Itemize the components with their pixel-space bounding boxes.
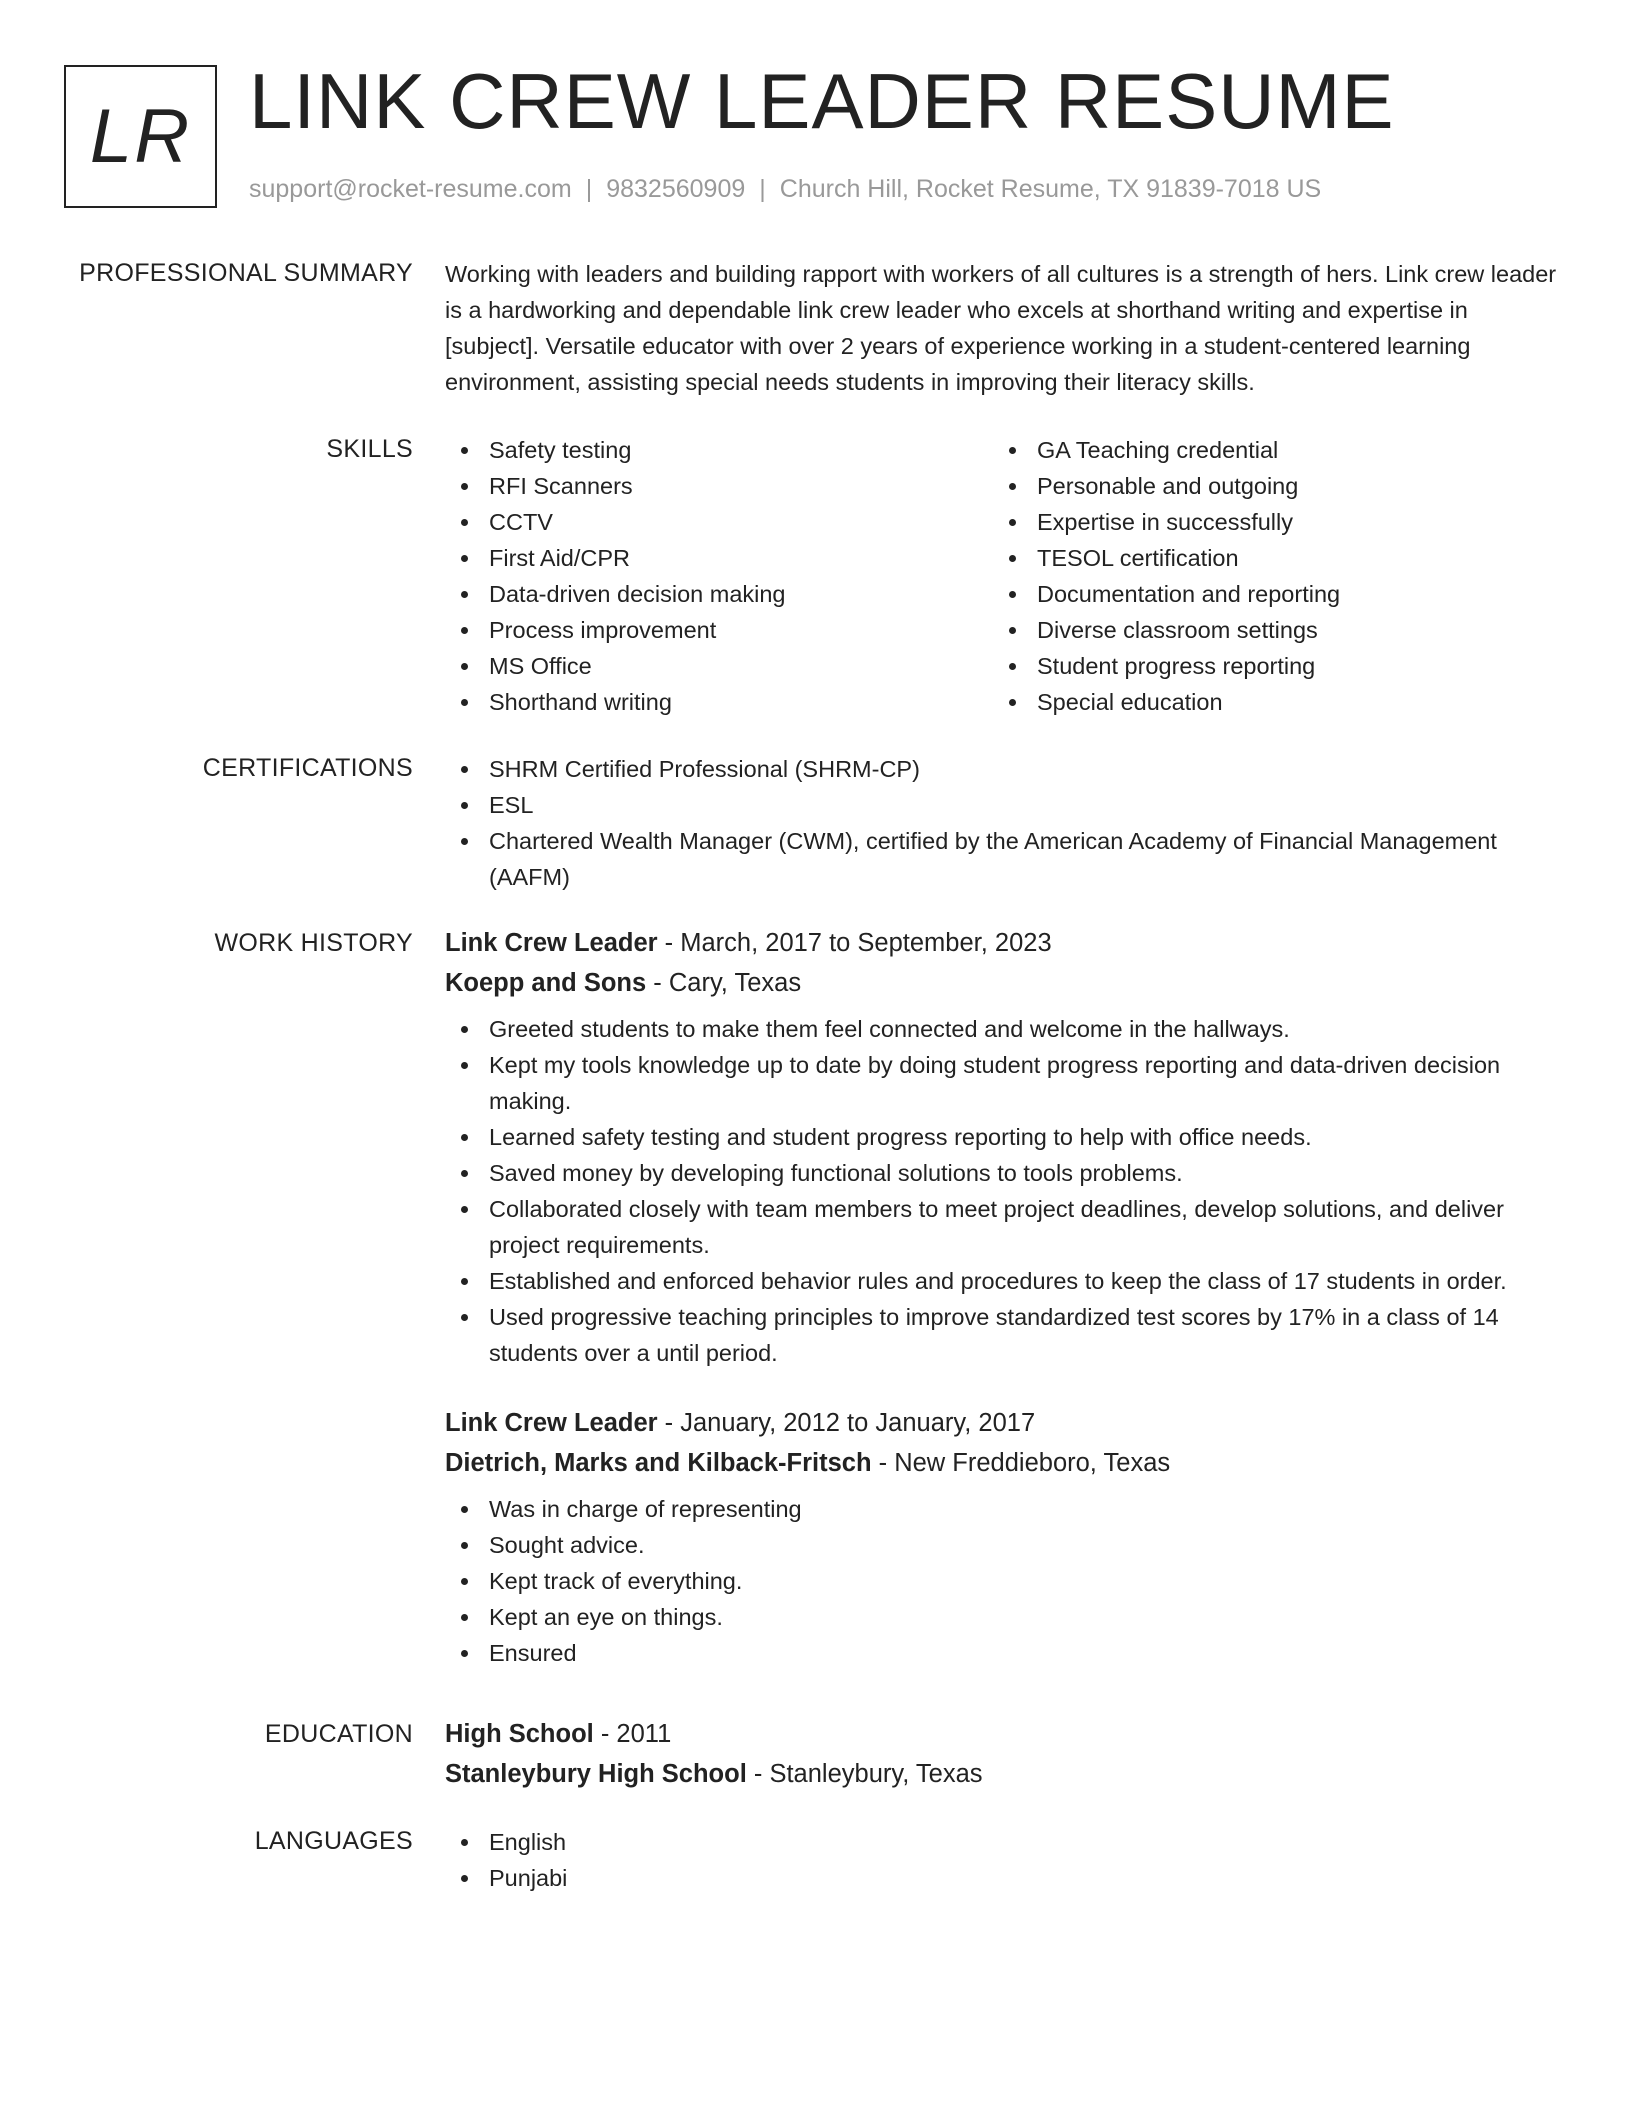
resume-title: LINK CREW LEADER RESUME xyxy=(249,57,1395,145)
job-duty-item: Kept track of everything. xyxy=(445,1563,1565,1599)
summary-text: Working with leaders and building rapport with workers of all cultures is a strength of hers. Link crew leader is a hardworking and dependable link crew leader who excels at shorthand writing and expertise in [subject]. Versatile educator with over 2 years of experience working in a student-centered learning environment, assisting special needs students in improving their literacy skills. xyxy=(445,261,1557,395)
job-dates: - March, 2017 to September, 2023 xyxy=(657,929,1052,957)
education-location: - Stanleybury, Texas xyxy=(746,1760,983,1788)
contact-separator: | xyxy=(585,175,593,203)
skill-item: GA Teaching credential xyxy=(993,432,1541,468)
skill-item: Special education xyxy=(993,684,1541,720)
education-degree-line xyxy=(445,1714,1565,1754)
skill-item: Diverse classroom settings xyxy=(993,612,1541,648)
job-duty-item: Greeted students to make them feel connected and welcome in the hallways. xyxy=(445,1011,1565,1047)
job-entry xyxy=(445,1403,1565,1671)
certifications-list xyxy=(445,751,1565,895)
section-label-education: EDUCATION xyxy=(264,1720,413,1748)
skill-item: First Aid/CPR xyxy=(445,540,993,576)
job-duty-item: Established and enforced behavior rules and procedures to keep the class of 17 students in order. xyxy=(445,1263,1565,1299)
job-dates: - January, 2012 to January, 2017 xyxy=(657,1409,1036,1437)
job-location: - Cary, Texas xyxy=(646,969,802,997)
section-label-work-history: WORK HISTORY xyxy=(214,929,413,957)
job-company: Dietrich, Marks and Kilback-Fritsch xyxy=(445,1449,872,1477)
job-duties-list xyxy=(445,1491,1565,1671)
skills-columns xyxy=(445,432,1565,720)
job-company: Koepp and Sons xyxy=(445,969,647,997)
job-duty-item: Learned safety testing and student progress reporting to help with office needs. xyxy=(445,1119,1565,1155)
skill-item: Shorthand writing xyxy=(445,684,993,720)
skill-item: TESOL certification xyxy=(993,540,1541,576)
skill-item: Personable and outgoing xyxy=(993,468,1541,504)
education-school: Stanleybury High School xyxy=(445,1760,747,1788)
job-duty-item: Kept an eye on things. xyxy=(445,1599,1565,1635)
skill-item: Documentation and reporting xyxy=(993,576,1541,612)
section-label-languages: LANGUAGES xyxy=(254,1827,413,1855)
languages-body xyxy=(445,1824,1565,1896)
work-history-body xyxy=(445,923,1565,1671)
job-title: Link Crew Leader xyxy=(445,1409,658,1437)
skill-item: MS Office xyxy=(445,648,993,684)
job-location: - New Freddieboro, Texas xyxy=(871,1449,1171,1477)
job-duty-item: Sought advice. xyxy=(445,1527,1565,1563)
job-title: Link Crew Leader xyxy=(445,929,658,957)
languages-list xyxy=(445,1824,1565,1896)
job-duty-item: Used progressive teaching principles to improve standardized test scores by 17% in a class of 14 students over a until period. xyxy=(445,1299,1565,1371)
job-duty-item: Saved money by developing functional solutions to tools problems. xyxy=(445,1155,1565,1191)
skills-list-right xyxy=(993,432,1541,720)
education-degree: High School xyxy=(445,1720,594,1748)
certifications-body xyxy=(445,751,1565,895)
section-label-certifications: CERTIFICATIONS xyxy=(202,754,413,782)
contact-address: Church Hill, Rocket Resume, TX 91839-7018 US xyxy=(779,175,1322,203)
skills-list-left xyxy=(445,432,993,720)
job-duties-list xyxy=(445,1011,1565,1371)
language-item: Punjabi xyxy=(445,1860,1565,1896)
skill-item: RFI Scanners xyxy=(445,468,993,504)
skill-item: CCTV xyxy=(445,504,993,540)
job-title-line xyxy=(445,1403,1565,1443)
monogram-initials: LR xyxy=(89,94,192,179)
job-title-line xyxy=(445,923,1565,963)
monogram-badge xyxy=(64,65,217,208)
certification-item: ESL xyxy=(445,787,1565,823)
summary-body xyxy=(445,256,1565,400)
job-duty-item: Collaborated closely with team members to meet project deadlines, develop solutions, and deliver project requirements. xyxy=(445,1191,1565,1263)
contact-email: support@rocket-resume.com xyxy=(249,175,572,203)
contact-separator: | xyxy=(759,175,766,203)
skill-item: Student progress reporting xyxy=(993,648,1541,684)
skill-item: Process improvement xyxy=(445,612,993,648)
section-label-skills: SKILLS xyxy=(326,435,413,463)
education-school-line xyxy=(445,1754,1565,1794)
education-year: - 2011 xyxy=(593,1720,672,1748)
job-duty-item: Kept my tools knowledge up to date by doing student progress reporting and data-driven decision making. xyxy=(445,1047,1565,1119)
job-duty-item: Was in charge of representing xyxy=(445,1491,1565,1527)
contact-phone: 9832560909 xyxy=(606,175,746,203)
job-entry xyxy=(445,923,1565,1371)
section-label-summary: PROFESSIONAL SUMMARY xyxy=(79,259,413,287)
education-body xyxy=(445,1714,1565,1794)
skill-item: Safety testing xyxy=(445,432,993,468)
skill-item: Expertise in successfully xyxy=(993,504,1541,540)
language-item: English xyxy=(445,1824,1565,1860)
contact-line xyxy=(249,175,1321,204)
certification-item: SHRM Certified Professional (SHRM-CP) xyxy=(445,751,1565,787)
certification-item: Chartered Wealth Manager (CWM), certified by the American Academy of Financial Management (AAFM) xyxy=(445,823,1565,895)
job-company-line xyxy=(445,963,1565,1003)
skill-item: Data-driven decision making xyxy=(445,576,993,612)
job-duty-item: Ensured xyxy=(445,1635,1565,1671)
job-company-line xyxy=(445,1443,1565,1483)
